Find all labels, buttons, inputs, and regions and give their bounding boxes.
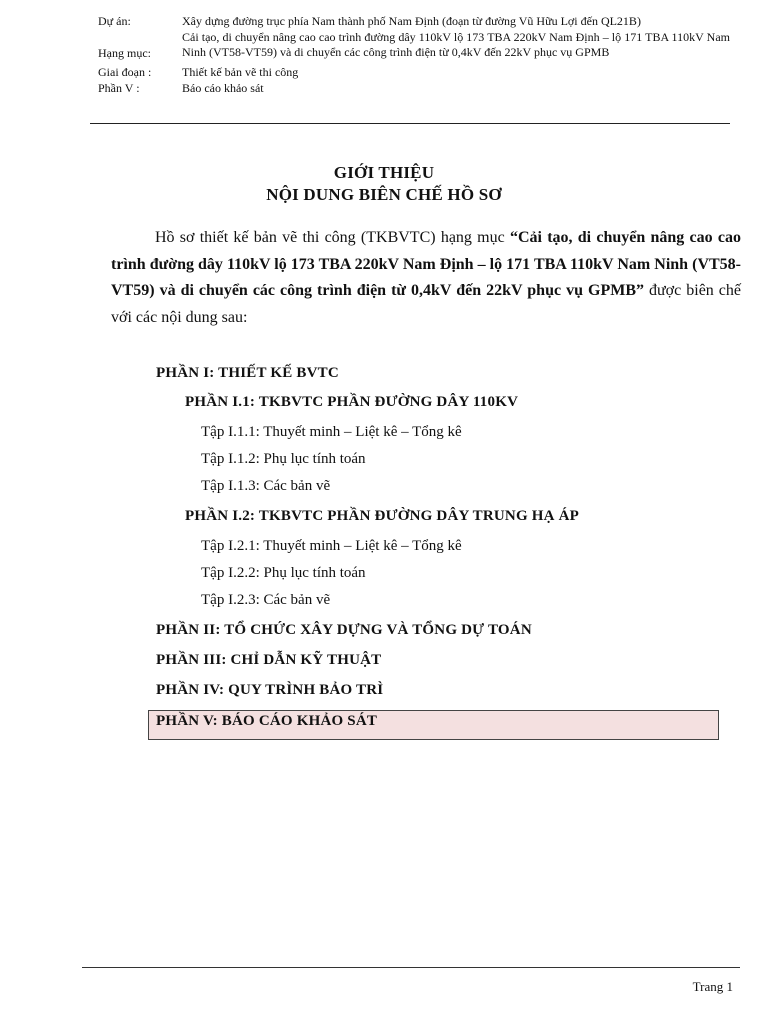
page-number: Trang 1 [692,979,733,994]
toc-part-1-2: PHẦN I.2: TKBVTC PHẦN ĐƯỜNG DÂY TRUNG HẠ ÁP [185,508,580,524]
page-subtitle: NỘI DUNG BIÊN CHẾ HỒ SƠ [266,185,502,204]
toc-tap-1-2-2: Tập I.2.2: Phụ lục tính toán [201,565,366,581]
header-row-part [98,81,730,97]
header-value-project: Xây dựng đường trục phía Nam thành phố Nam Định (đoạn từ đường Vũ Hữu Lợi đến QL21B) [182,14,641,28]
intro-suffix: được biên chế với các nội dung sau: [111,282,742,326]
toc-part-3: PHẦN III: CHỈ DẪN KỸ THUẬT [156,652,382,668]
toc-part-4: PHẦN IV: QUY TRÌNH BẢO TRÌ [156,682,384,698]
intro-bold-title: “Cải tạo, di chuyển nâng cao cao trình đường dây 110kV lộ 173 TBA 220kV Nam Định – lộ 171 TBA 110kV Nam Ninh (VT58-VT59) và di chuyển các công trình điện từ 0,4kV đến 22kV phục vụ GPMB” [111,229,742,299]
page-title: GIỚI THIỆU [333,163,435,182]
footer-divider [82,967,740,968]
header-label-project: Dự án: [98,14,131,28]
header-value-item: Cải tạo, di chuyển nâng cao cao trình đường dây 110kV lộ 173 TBA 220kV Nam Định – lộ 171 TBA 110kV Nam Ninh (VT58-VT59) và di chuyển các công trình điện từ 0,4kV đến 22kV phục vụ GPMB [182,29,730,59]
header-value-phase: Thiết kế bản vẽ thi công [182,65,299,79]
intro-paragraph [111,225,741,331]
header-label-phase: Giai đoạn : [98,65,152,79]
toc-tap-1-1-2: Tập I.1.2: Phụ lục tính toán [201,451,366,467]
toc-part-5: PHẦN V: BÁO CÁO KHẢO SÁT [156,713,378,729]
toc-tap-1-1-1: Tập I.1.1: Thuyết minh – Liệt kê – Tổng kê [201,424,462,440]
header-row-item [98,30,730,62]
toc-part-1: PHẦN I: THIẾT KẾ BVTC [156,365,339,381]
toc-part-5-highlight [148,710,719,740]
document-header [98,14,730,96]
toc-part-2: PHẦN II: TỔ CHỨC XÂY DỰNG VÀ TỔNG DỰ TOÁN [156,622,532,638]
header-label-part: Phần V : [98,80,140,95]
header-row-project [98,14,730,30]
header-divider [90,123,730,124]
intro-prefix: Hồ sơ thiết kế bản vẽ thi công (TKBVTC) hạng mục [155,229,510,246]
toc-tap-1-2-3: Tập I.2.3: Các bản vẽ [201,592,331,608]
header-row-phase [98,65,730,81]
toc-part-1-1: PHẦN I.1: TKBVTC PHẦN ĐƯỜNG DÂY 110KV [185,394,519,410]
header-label-item: Hạng mục: [98,45,151,60]
toc-tap-1-1-3: Tập I.1.3: Các bản vẽ [201,478,331,494]
toc-tap-1-2-1: Tập I.2.1: Thuyết minh – Liệt kê – Tổng kê [201,538,462,554]
header-value-part: Báo cáo khảo sát [182,80,264,95]
